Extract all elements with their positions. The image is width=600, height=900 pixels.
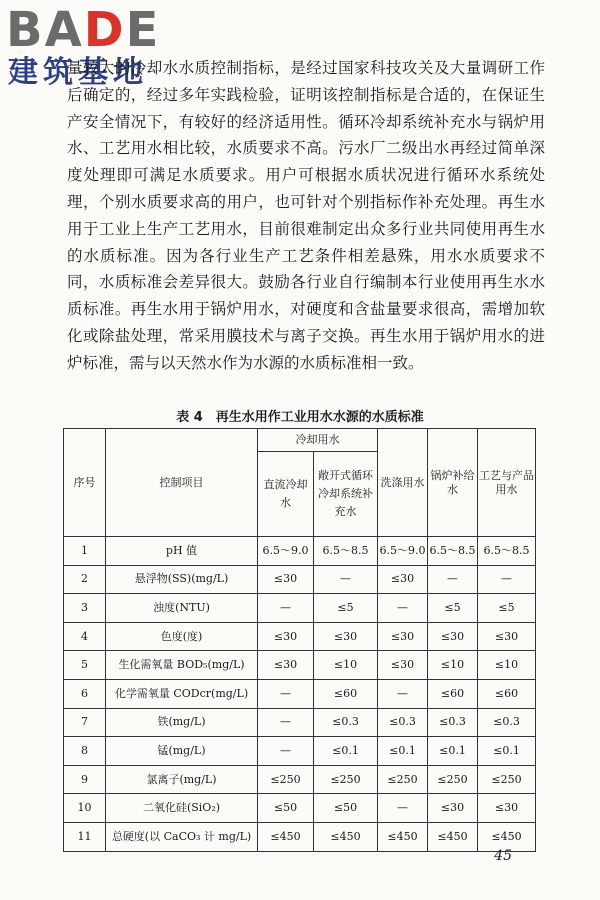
header-open-circulating: 敞开式循环冷却系统补充水 xyxy=(314,452,378,537)
table-row xyxy=(64,537,536,566)
table-row xyxy=(64,622,536,651)
cell-boiler: ≤0.3 xyxy=(428,708,478,737)
cell-direct: ≤30 xyxy=(258,565,314,594)
cell-process: 6.5～8.5 xyxy=(478,537,536,566)
header-cooling-group: 冷却用水 xyxy=(258,429,378,452)
logo-text-suffix: E xyxy=(125,2,161,58)
table-row xyxy=(64,679,536,708)
cell-wash: ≤30 xyxy=(378,622,428,651)
header-direct-cooling: 直流冷却水 xyxy=(258,452,314,537)
cell-item: 锰(mg/L) xyxy=(106,737,258,766)
cell-wash: — xyxy=(378,794,428,823)
cell-open: 6.5～8.5 xyxy=(314,537,378,566)
water-quality-table xyxy=(63,428,536,852)
cell-process: ≤250 xyxy=(478,765,536,794)
cell-open: ≤10 xyxy=(314,651,378,680)
cell-item: 生化需氧量 BOD₅(mg/L) xyxy=(106,651,258,680)
cell-no: 5 xyxy=(64,651,106,680)
cell-item: 悬浮物(SS)(mg/L) xyxy=(106,565,258,594)
cell-boiler: 6.5～8.5 xyxy=(428,537,478,566)
cell-process: ≤0.1 xyxy=(478,737,536,766)
cell-wash: ≤30 xyxy=(378,565,428,594)
cell-direct: ≤450 xyxy=(258,822,314,851)
cell-open: ≤250 xyxy=(314,765,378,794)
cell-process: ≤0.3 xyxy=(478,708,536,737)
cell-boiler: ≤250 xyxy=(428,765,478,794)
cell-boiler: ≤5 xyxy=(428,594,478,623)
cell-open: ≤0.1 xyxy=(314,737,378,766)
logo-text-accent: D xyxy=(83,2,126,58)
cell-boiler: — xyxy=(428,565,478,594)
table-row xyxy=(64,594,536,623)
cell-item: 总硬度(以 CaCO₃ 计 mg/L) xyxy=(106,822,258,851)
header-seq: 序号 xyxy=(64,429,106,537)
logo-subtitle: 建筑基地 xyxy=(8,55,148,90)
cell-direct: — xyxy=(258,737,314,766)
table-caption: 表 4 再生水用作工业用水水源的水质标准 xyxy=(176,410,424,425)
table-row xyxy=(64,708,536,737)
cell-no: 6 xyxy=(64,679,106,708)
cell-wash: ≤250 xyxy=(378,765,428,794)
cell-no: 4 xyxy=(64,622,106,651)
cell-wash: 6.5～9.0 xyxy=(378,537,428,566)
cell-wash: ≤30 xyxy=(378,651,428,680)
cell-item: pH 值 xyxy=(106,537,258,566)
cell-direct: ≤250 xyxy=(258,765,314,794)
cell-direct: — xyxy=(258,679,314,708)
cell-open: ≤450 xyxy=(314,822,378,851)
cell-direct: ≤30 xyxy=(258,651,314,680)
table-row xyxy=(64,765,536,794)
header-row-1 xyxy=(64,429,536,452)
cell-no: 9 xyxy=(64,765,106,794)
cell-wash: — xyxy=(378,679,428,708)
table-row xyxy=(64,822,536,851)
body-paragraph: 量较大的冷却水水质控制指标，是经过国家科技攻关及大量调研工作后确定的，经过多年实践检验，证明该控制指标是合适的，在保证生产安全情况下，有较好的经济适用性。循环冷却系统补充水与锅炉用水、工艺用水相比较，水质要求不高。污水厂二级出水再经过简单深度处理即可满足水质要求。用户可根据水质状况进行循环水系统处理，个别水质要求高的用户，也可针对个别指标作补充处理。再生水用于工业上生产工艺用水，目前很难制定出众多行业共同使用再生水的水质标准。因为各行业生产工艺条件相差悬殊，用水水质要求不同，水质标准会差异很大。鼓励各行业自行编制本行业使用再生水水质标准。再生水用于锅炉用水，对硬度和含盐量要求很高，需增加软化或除盐处理，常采用膜技术与离子交换。再生水用于锅炉用水的进炉标准，需与以天然水作为水源的水质标准相一致。 xyxy=(67,59,545,372)
cell-direct: ≤50 xyxy=(258,794,314,823)
cell-wash: ≤450 xyxy=(378,822,428,851)
cell-process: ≤30 xyxy=(478,794,536,823)
table-row xyxy=(64,737,536,766)
header-process: 工艺与产品用水 xyxy=(478,429,536,537)
table-row xyxy=(64,651,536,680)
page-number: 45 xyxy=(494,848,512,864)
cell-no: 2 xyxy=(64,565,106,594)
cell-boiler: ≤30 xyxy=(428,622,478,651)
cell-wash: ≤0.3 xyxy=(378,708,428,737)
cell-direct: 6.5～9.0 xyxy=(258,537,314,566)
cell-item: 浊度(NTU) xyxy=(106,594,258,623)
cell-process: ≤5 xyxy=(478,594,536,623)
cell-wash: — xyxy=(378,594,428,623)
cell-open: ≤30 xyxy=(314,622,378,651)
cell-process: ≤30 xyxy=(478,622,536,651)
cell-no: 1 xyxy=(64,537,106,566)
cell-item: 二氧化硅(SiO₂) xyxy=(106,794,258,823)
logo-text-prefix: BA xyxy=(6,2,84,58)
cell-boiler: ≤0.1 xyxy=(428,737,478,766)
header-boiler: 锅炉补给水 xyxy=(428,429,478,537)
cell-no: 10 xyxy=(64,794,106,823)
cell-boiler: ≤10 xyxy=(428,651,478,680)
cell-no: 3 xyxy=(64,594,106,623)
cell-open: ≤50 xyxy=(314,794,378,823)
cell-item: 色度(度) xyxy=(106,622,258,651)
table-row xyxy=(64,565,536,594)
cell-boiler: ≤450 xyxy=(428,822,478,851)
logo-wordmark xyxy=(6,4,160,56)
cell-boiler: ≤30 xyxy=(428,794,478,823)
header-washing: 洗涤用水 xyxy=(378,429,428,537)
cell-process: ≤450 xyxy=(478,822,536,851)
cell-item: 铁(mg/L) xyxy=(106,708,258,737)
header-item: 控制项目 xyxy=(106,429,258,537)
cell-direct: ≤30 xyxy=(258,622,314,651)
cell-open: — xyxy=(314,565,378,594)
cell-open: ≤0.3 xyxy=(314,708,378,737)
cell-direct: — xyxy=(258,594,314,623)
cell-item: 化学需氧量 CODcr(mg/L) xyxy=(106,679,258,708)
cell-boiler: ≤60 xyxy=(428,679,478,708)
cell-direct: — xyxy=(258,708,314,737)
cell-wash: ≤0.1 xyxy=(378,737,428,766)
table-row xyxy=(64,794,536,823)
cell-open: ≤60 xyxy=(314,679,378,708)
cell-no: 7 xyxy=(64,708,106,737)
cell-no: 11 xyxy=(64,822,106,851)
cell-process: ≤10 xyxy=(478,651,536,680)
cell-item: 氯离子(mg/L) xyxy=(106,765,258,794)
cell-open: ≤5 xyxy=(314,594,378,623)
cell-process: — xyxy=(478,565,536,594)
cell-process: ≤60 xyxy=(478,679,536,708)
cell-no: 8 xyxy=(64,737,106,766)
